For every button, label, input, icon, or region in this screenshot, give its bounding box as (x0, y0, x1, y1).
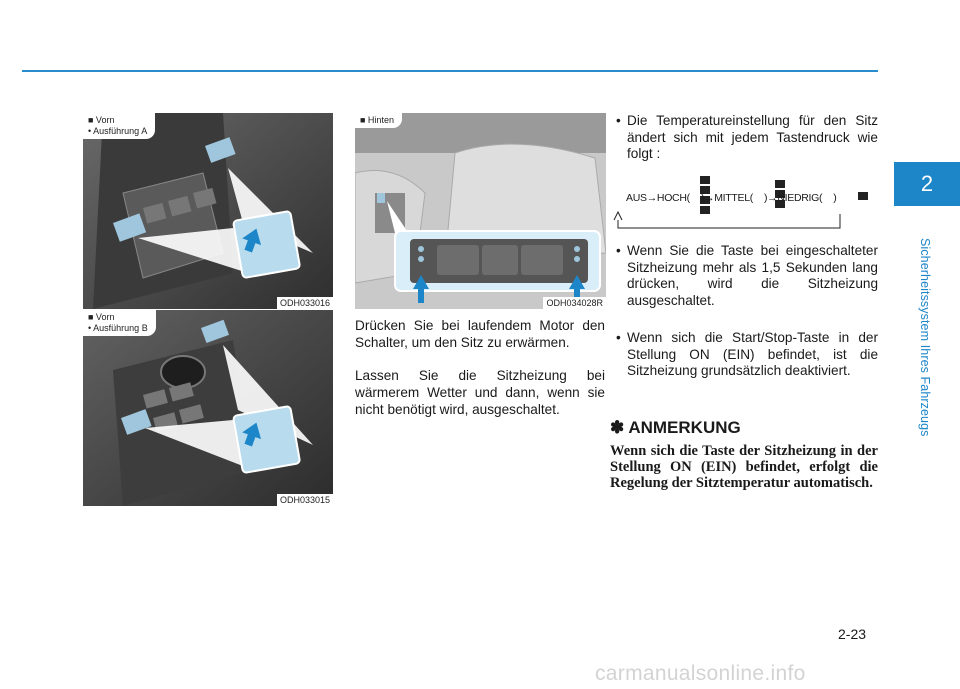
photo-front-version-b (83, 310, 333, 506)
top-rule (22, 70, 878, 72)
console-illustration-a (83, 113, 333, 309)
figure-badge: ■ Hinten (355, 113, 402, 128)
heat-level-low-icon (858, 192, 868, 200)
figure-code: ODH033015 (277, 494, 333, 506)
rear-seat-illustration (355, 113, 606, 309)
photo-rear (355, 113, 606, 309)
heating-level-sequence: AUS→HOCH( )→MITTEL( )→NIEDRIG( ) (610, 170, 880, 232)
figure-code: ODH034028R (543, 297, 606, 309)
bullet-long-press: • Wenn Sie die Taste bei eingeschalteter Sitzheizung mehr als 1,5 Sekunden lang drücken, wird die Sitzheizung ausgeschaltet. (616, 243, 878, 308)
figure-code: ODH033016 (277, 297, 333, 309)
note-text: Wenn sich die Taste der Sitzheizung in der Stellung ON (EIN) befindet, erfolgt die Regelung der Sitztemperatur automatisch. (610, 443, 878, 492)
photo-front-version-a (83, 113, 333, 309)
console-illustration-b (83, 310, 333, 506)
bullet-start-stop: • Wenn sich die Start/Stop-Taste in der Stellung ON (EIN) befindet, ist die Sitzheizung grundsätzlich deaktiviert. (616, 330, 878, 379)
level-high: HOCH( (656, 192, 690, 204)
paragraph-1: Drücken Sie bei laufendem Motor den Schalter, um den Sitz zu erwärmen. (355, 318, 605, 350)
level-medium: MITTEL( (714, 192, 753, 204)
chapter-tab: 2 (894, 162, 960, 206)
note-heading: ✽ ANMERKUNG (610, 418, 741, 437)
chapter-title: Sicherheitssystem Ihres Fahrzeugs (918, 238, 932, 437)
bullet-temperature-steps: • Die Temperatureinstellung für den Sitz ändert sich mit jedem Tastendruck wie folgt : (616, 113, 878, 162)
level-off: AUS (626, 192, 647, 204)
page-number: 2-23 (838, 626, 867, 642)
figure-badge: ■ Vorn • Ausführung B (83, 310, 156, 336)
figure-badge: ■ Vorn • Ausführung A (83, 113, 155, 139)
level-low: NIEDRIG( (777, 192, 823, 204)
watermark: carmanualsonline.info (595, 662, 806, 685)
paragraph-2: Lassen Sie die Sitzheizung bei wärmerem Wetter und dann, wenn sie nicht benötigt wird, ausgeschaltet. (355, 368, 605, 417)
